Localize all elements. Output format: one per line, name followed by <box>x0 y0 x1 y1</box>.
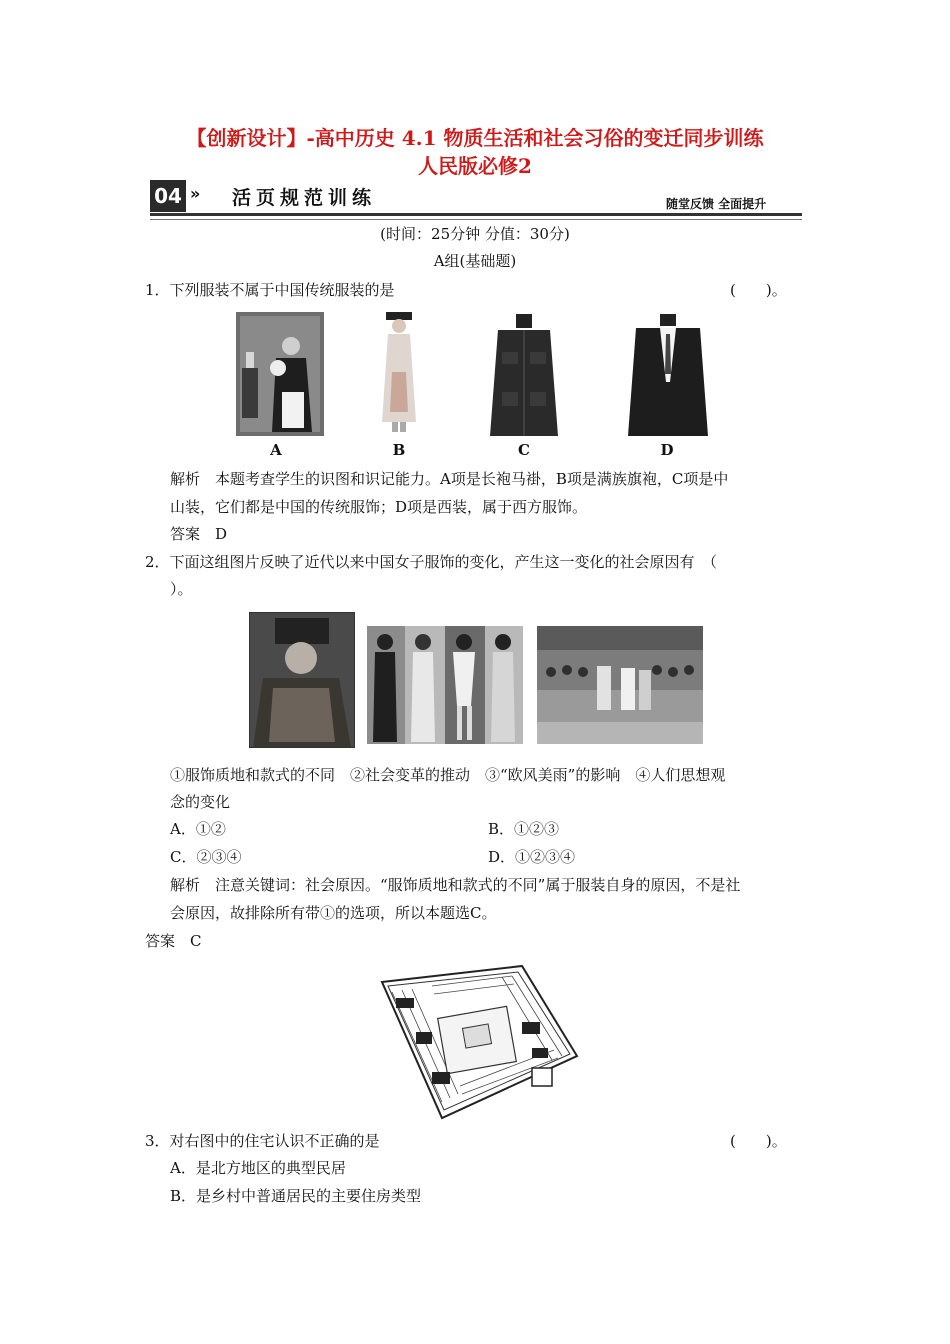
q1-analysis-line2: 山装，它们都是中国的传统服饰；D项是西装，属于西方服饰。 <box>170 498 588 516</box>
q1-answer-bracket: ( )。 <box>730 281 787 299</box>
q1-image-a-long-robe-photo <box>236 312 324 436</box>
q1-analysis-line1: 解析 本题考查学生的识图和识记能力。A项是长袍马褂，B项是满族旗袍，C项是中 <box>170 470 729 488</box>
q2-stem-line1: 2．下面这组图片反映了近代以来中国女子服饰的变化，产生这一变化的社会原因有 （ <box>145 553 718 571</box>
q1-image-b-qipao-figure <box>378 312 420 436</box>
q2-statements-line1: ①服饰质地和款式的不同 ②社会变革的推动 ③“欧风美雨”的影响 ④人们思想观 <box>170 766 726 784</box>
q2-image-street-crowd-photo <box>537 626 703 744</box>
banner-rule-thin <box>150 219 802 220</box>
q2-choice-d: D．①②③④ <box>488 848 576 866</box>
q2-choice-b: B．①②③ <box>488 820 560 838</box>
q3-answer-bracket: ( )。 <box>730 1132 787 1150</box>
q2-image-qipao-women-photo <box>367 626 523 744</box>
q1-image-d-western-suit <box>626 312 710 436</box>
section-arrow-icon: » <box>190 184 201 203</box>
q2-analysis-line2: 会原因，故排除所有带①的选项，所以本题选C。 <box>170 904 497 922</box>
time-score-info: (时间：25分钟 分值：30分) <box>380 225 570 243</box>
q2-choice-a: A．①② <box>170 820 226 838</box>
q1-label-c: C <box>518 441 530 459</box>
q1-stem: 1．下列服装不属于中国传统服装的是 <box>145 281 395 299</box>
q2-statements-line2: 念的变化 <box>170 793 231 811</box>
document-title-line2: 人民版必修2 <box>418 154 532 178</box>
q3-image-siheyuan-courtyard-drawing <box>372 962 582 1122</box>
q1-label-d: D <box>660 441 674 459</box>
q2-analysis-line1: 解析 注意关键词：社会原因。“服饰质地和款式的不同”属于服装自身的原因，不是社 <box>170 876 741 894</box>
q2-answer: 答案 C <box>145 932 202 950</box>
q3-choice-a: A．是北方地区的典型民居 <box>170 1159 346 1177</box>
q1-answer: 答案 D <box>170 525 228 543</box>
section-title: 活页规范训练 <box>232 187 377 209</box>
section-number-badge: 04 <box>150 180 186 212</box>
q2-stem-line2: ）。 <box>170 580 193 598</box>
banner-rule-thick <box>150 213 802 216</box>
section-subtitle: 随堂反馈 全面提升 <box>666 197 767 211</box>
q1-label-a: A <box>270 441 282 459</box>
q2-choice-c: C．②③④ <box>170 848 242 866</box>
q3-choice-b: B．是乡村中普通居民的主要住房类型 <box>170 1187 422 1205</box>
q3-stem: 3．对右图中的住宅认识不正确的是 <box>145 1132 380 1150</box>
q1-image-c-zhongshan-suit <box>488 312 560 436</box>
q2-image-qing-empress-portrait <box>249 612 355 748</box>
q1-label-b: B <box>392 441 406 459</box>
document-title-line1: 【创新设计】-高中历史 4.1 物质生活和社会习俗的变迁同步训练 <box>186 126 764 150</box>
group-heading: A组(基础题) <box>433 252 517 270</box>
